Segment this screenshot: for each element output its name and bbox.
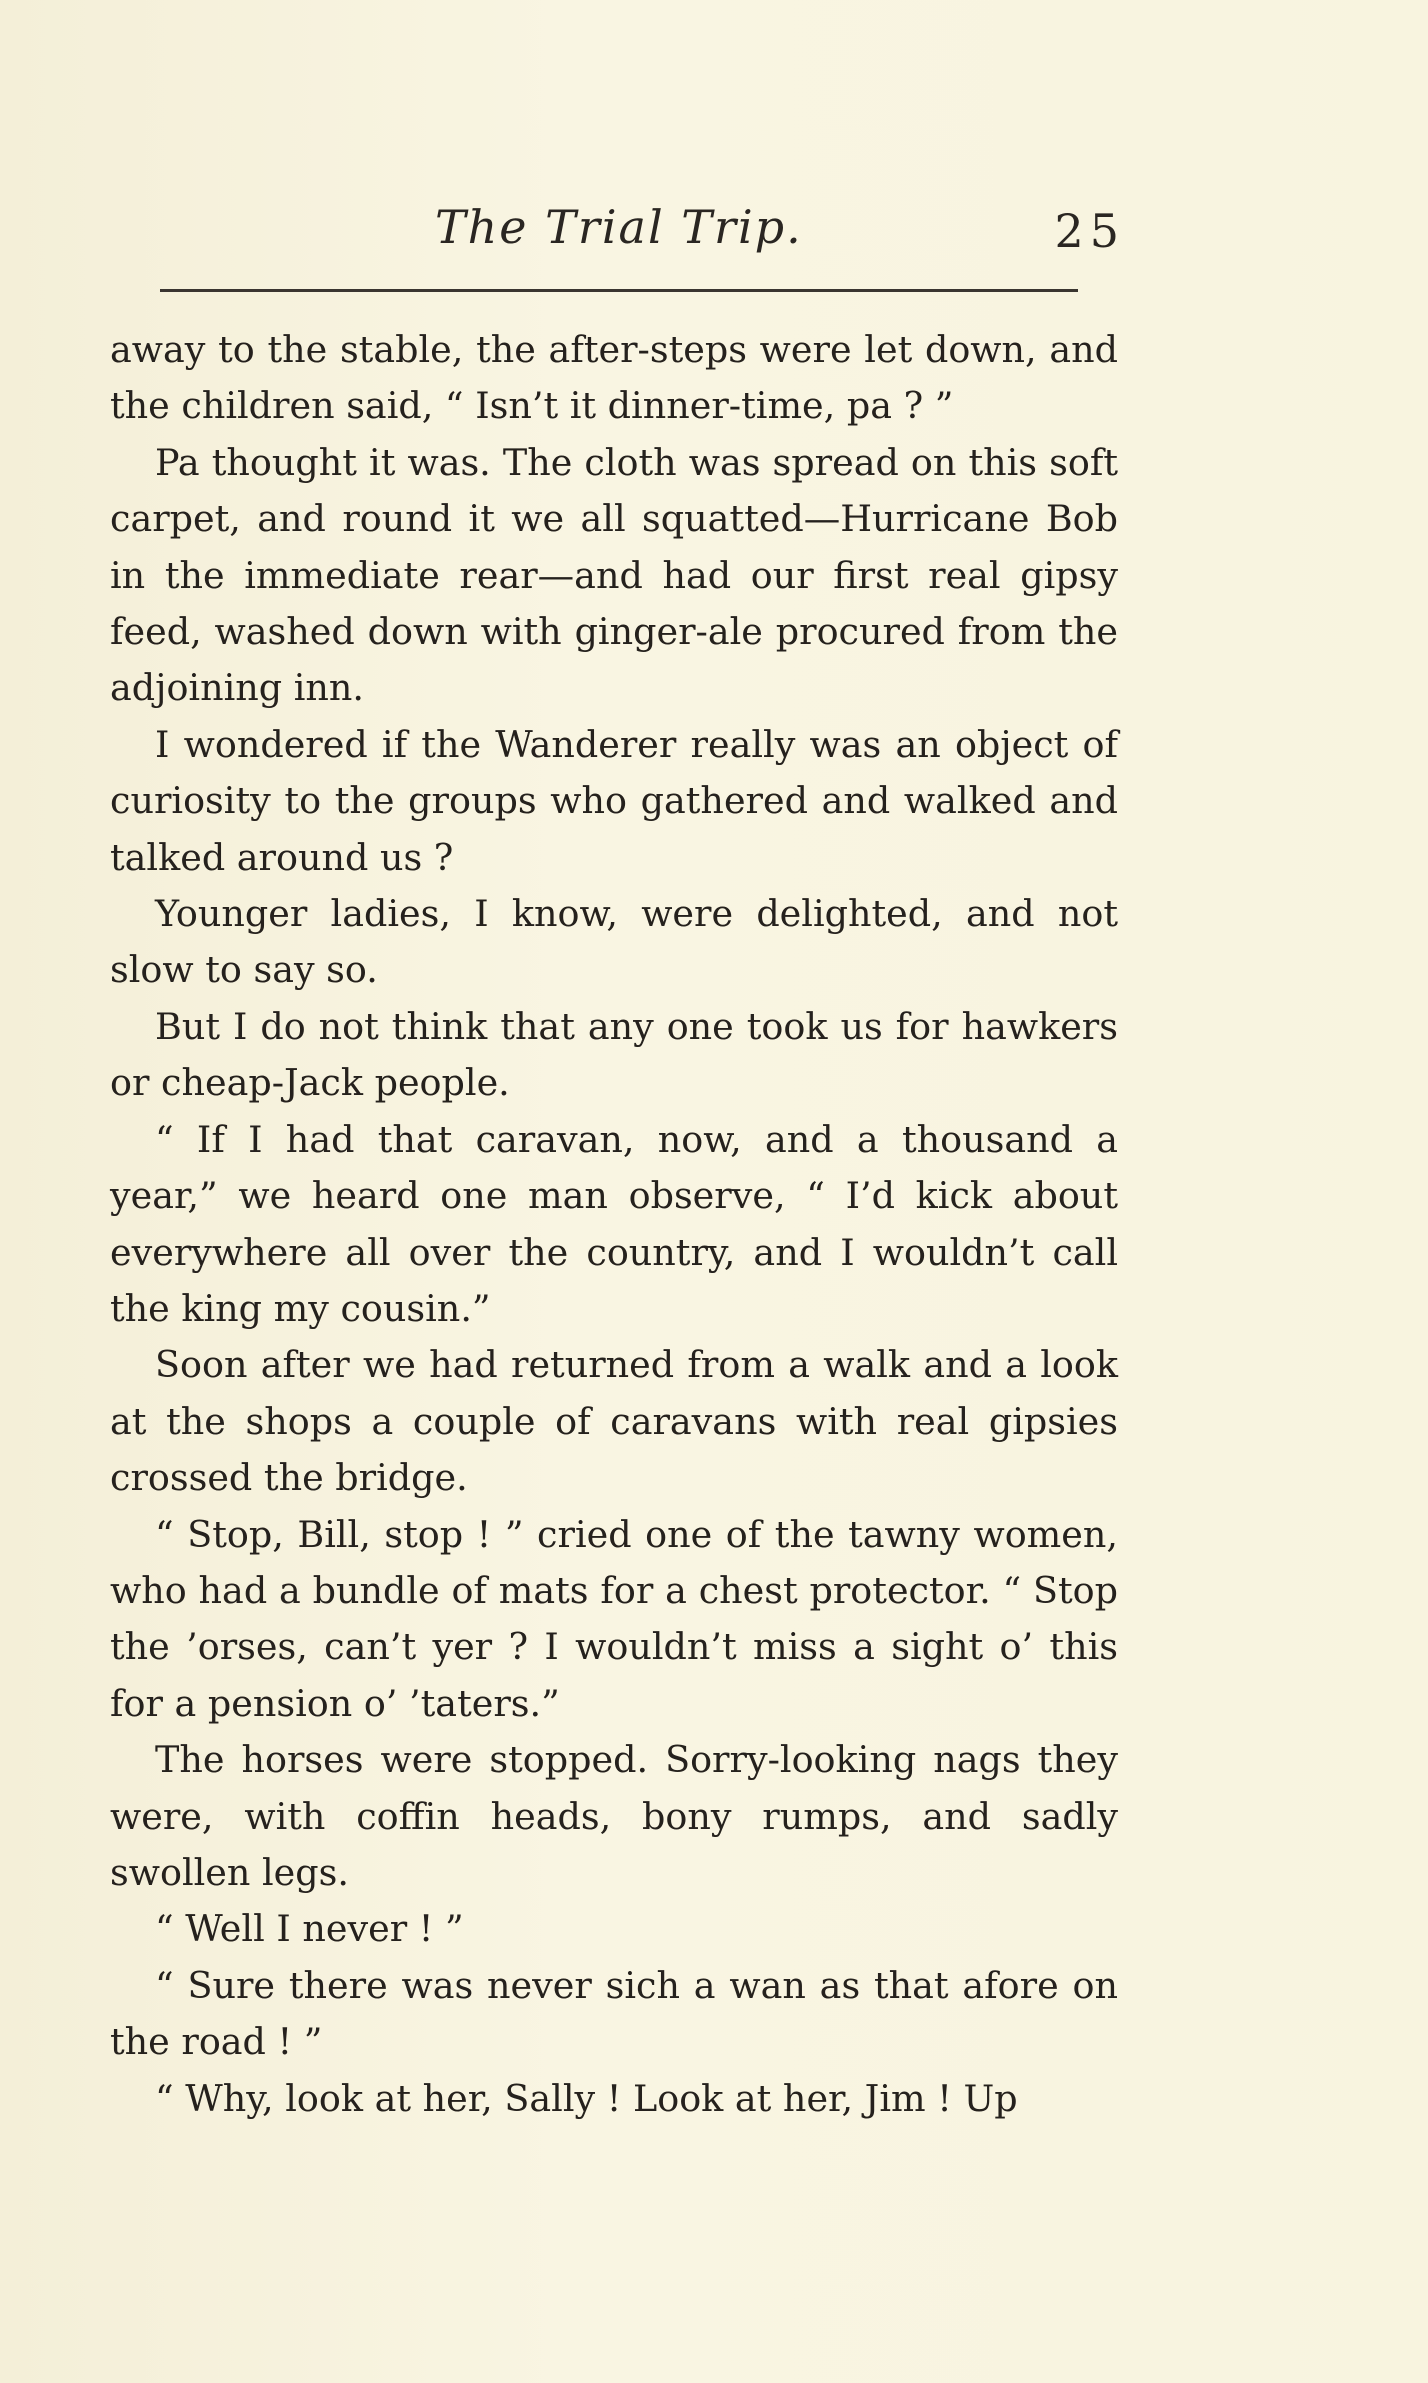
body-text xyxy=(110,322,1118,2127)
paragraph: “ Stop, Bill, stop ! ” cried one of the tawny women, who had a bundle of mats for a chest protector. “ Stop the ’orses, can’t yer ? I wouldn’t miss a sight o’ this for a pension o’ ’taters.” xyxy=(110,1512,1118,1725)
header-rule xyxy=(160,289,1078,292)
paragraph: away to the stable, the after-steps were let down, and the children said, “ Isn’t it dinner-time, pa ? ” xyxy=(110,328,1118,428)
paragraph: Pa thought it was. The cloth was spread on this soft carpet, and round it we all squatted—Hurricane Bob in the immediate rear—and had our first real gipsy feed, washed down with ginger-ale procured from the adjoining inn. xyxy=(110,440,1118,710)
paragraph: I wondered if the Wanderer really was an object of curiosity to the groups who gathered and walked and talked around us ? xyxy=(110,722,1118,879)
page-header xyxy=(105,200,1125,270)
paragraph: Younger ladies, I know, were delighted, and not slow to say so. xyxy=(110,892,1118,992)
paragraph: But I do not think that any one took us for hawkers or cheap-Jack people. xyxy=(110,1004,1118,1105)
paragraph: The horses were stopped. Sorry-looking nags they were, with coffin heads, bony rumps, and sadly swollen legs. xyxy=(110,1738,1118,1894)
running-title: The Trial Trip. xyxy=(435,200,803,254)
paragraph: Soon after we had returned from a walk and a look at the shops a couple of caravans with real gipsies crossed the bridge. xyxy=(110,1343,1118,1500)
paragraph: “ If I had that caravan, now, and a thousand a year,” we heard one man observe, “ I’d kick about everywhere all over the country, and I wouldn’t call the king my cousin.” xyxy=(110,1117,1118,1330)
paragraph: “ Sure there was never sich a wan as that afore on the road ! ” xyxy=(110,1963,1118,2064)
paragraph: “ Well I never ! ” xyxy=(155,1907,464,1951)
paragraph: “ Why, look at her, Sally ! Look at her, Jim ! Up xyxy=(155,2076,1018,2120)
page-number: 25 xyxy=(1054,204,1125,258)
